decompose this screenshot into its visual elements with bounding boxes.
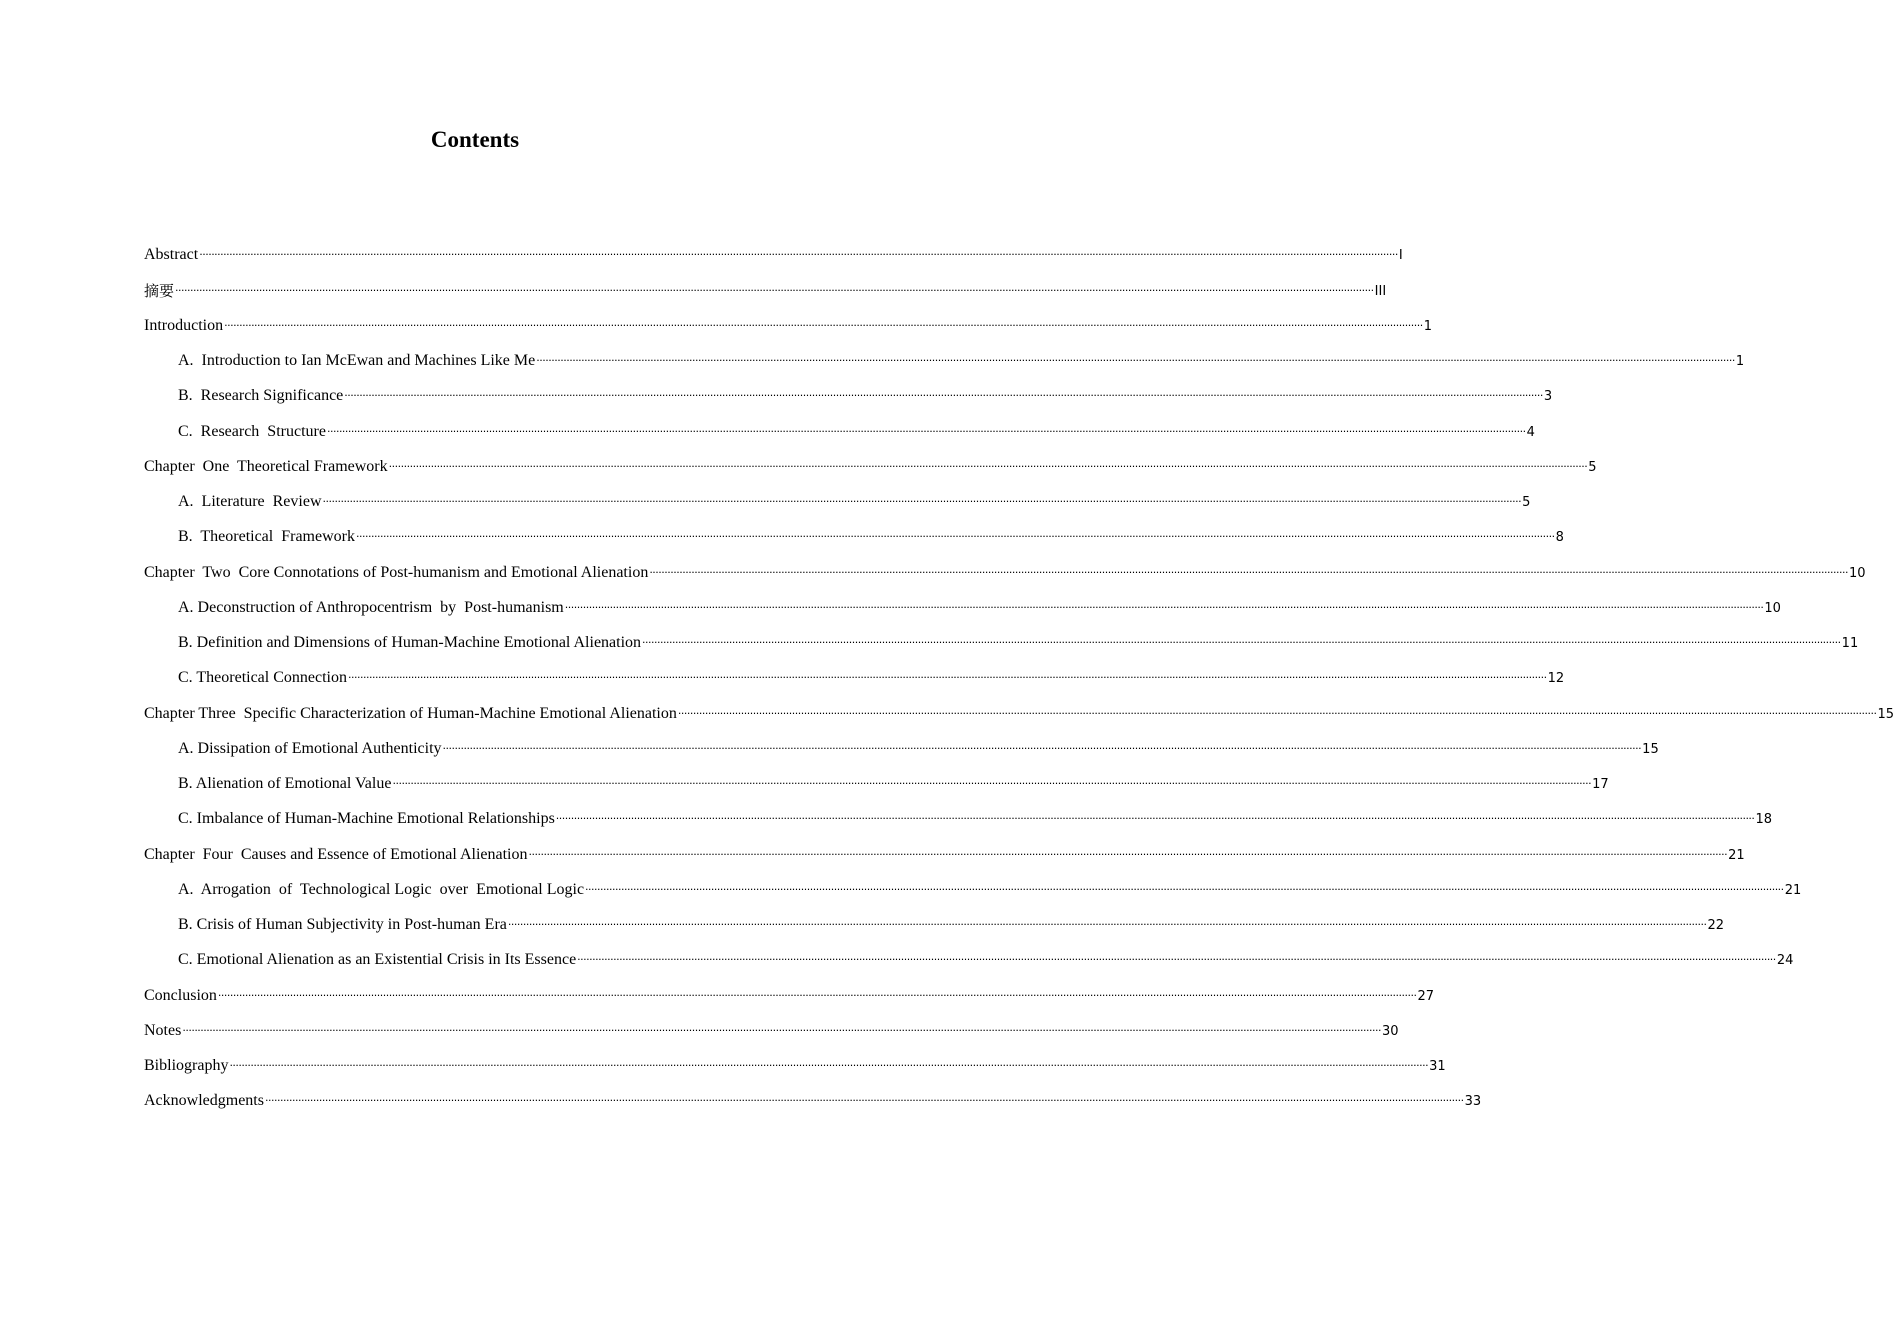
toc-dot-leader: ················································································································································································································································································································································································································ [528,847,1728,861]
toc-dot-leader: ················································································································································································································································································································································································································ [649,565,1848,579]
toc-entry-page-number: 8 [1555,530,1564,546]
toc-entry-label: Acknowledgments [144,1092,264,1110]
toc-entry[interactable] [144,872,1802,907]
toc-entry-label: Chapter Two Core Connotations of Post-humanism and Emotional Alienation [144,563,649,581]
toc-entry-label: C. Emotional Alienation as an Existential Crisis in Its Essence [178,951,577,969]
toc-entry[interactable] [144,590,1781,625]
toc-entry-label: B. Theoretical Framework [178,528,355,546]
toc-dot-leader: ················································································································································································································································································································································································································ [585,882,1784,896]
toc-entry-label: Chapter Four Causes and Essence of Emotional Alienation [144,845,528,863]
toc-entry-page-number: 1 [1423,318,1433,334]
toc-entry[interactable] [144,272,1387,307]
table-of-contents [144,237,1894,1118]
toc-entry[interactable] [144,1083,1482,1118]
toc-dot-leader: ················································································································································································································································································································································································································ [392,777,1592,790]
toc-dot-leader: ················································································································································································································································································································································································································ [199,248,1398,262]
toc-dot-leader: ················································································································································································································································································································································································································ [322,495,1522,508]
toc-dot-leader: ················································································································································································································································································································································································································ [507,918,1707,931]
toc-entry-label: 摘要 [144,281,175,300]
toc-entry-page-number: 21 [1784,882,1802,898]
toc-dot-leader: ················································································································································································································································································································································································································ [642,636,1841,649]
toc-entry[interactable] [144,1048,1446,1083]
toc-dot-leader: ················································································································································································································································································································································································································ [182,1023,1381,1037]
toc-entry-page-number: 33 [1464,1094,1482,1110]
toc-entry-page-number: 27 [1417,988,1435,1004]
toc-entry-page-number: 30 [1381,1023,1399,1039]
toc-entry-label: Notes [144,1021,182,1039]
toc-entry-label: B. Research Significance [178,387,344,405]
toc-entry[interactable] [144,766,1609,801]
toc-entry-label: C. Theoretical Connection [178,669,347,687]
toc-entry[interactable] [144,343,1745,378]
toc-entry-label: A. Deconstruction of Anthropocentrism by Post-humanism [178,598,564,616]
toc-entry-page-number: 17 [1592,777,1609,792]
toc-dot-leader: ················································································································································································································································································································································································································ [677,706,1877,720]
toc-entry-label: Introduction [144,316,224,334]
toc-dot-leader: ················································································································································································································································································································································································································ [175,283,1374,297]
toc-dot-leader: ················································································································································································································································································································································································································ [442,741,1642,755]
page-title: Contents [430,127,520,152]
toc-entry[interactable] [144,308,1433,343]
toc-entry-page-number: 22 [1707,918,1725,933]
toc-entry-page-number: I [1398,248,1403,264]
toc-dot-leader: ················································································································································································································································································································································································································ [264,1094,1464,1108]
toc-entry[interactable] [144,660,1565,695]
toc-dot-leader: ················································································································································································································································································································································································································ [555,812,1755,826]
toc-entry-label: Abstract [144,246,199,264]
toc-dot-leader: ················································································································································································································································································································································································································ [536,354,1735,367]
toc-entry[interactable] [144,625,1859,660]
toc-entry-label: A. Introduction to Ian McEwan and Machines Like Me [178,352,536,369]
toc-entry-label: B. Crisis of Human Subjectivity in Post-human Era [178,916,507,933]
toc-dot-leader: ················································································································································································································································································································································································································ [577,953,1776,967]
toc-entry[interactable] [144,237,1403,272]
toc-dot-leader: ················································································································································································································································································································································································································ [224,318,1423,332]
toc-dot-leader: ················································································································································································································································································································································································································ [564,600,1764,614]
toc-dot-leader: ················································································································································································································································································································································································································ [344,389,1543,403]
toc-entry[interactable] [144,836,1745,871]
toc-entry[interactable] [144,484,1531,519]
toc-entry-label: A. Dissipation of Emotional Authenticity [178,739,442,757]
toc-entry-label: C. Imbalance of Human-Machine Emotional Relationships [178,810,555,828]
toc-entry-page-number: 18 [1755,812,1772,828]
toc-entry-page-number: 31 [1429,1059,1446,1074]
toc-entry-page-number: 5 [1522,495,1531,510]
toc-entry-label: Bibliography [144,1057,229,1074]
toc-entry-label: B. Alienation of Emotional Value [178,775,392,792]
toc-dot-leader: ················································································································································································································································································································································································································ [348,671,1547,685]
toc-entry-page-number: 24 [1776,953,1794,969]
toc-entry-page-number: 4 [1526,424,1535,440]
toc-entry-page-number: 21 [1728,847,1745,863]
toc-entry-page-number: 1 [1735,354,1745,369]
toc-entry-page-number: 10 [1848,565,1866,581]
toc-entry[interactable] [144,554,1866,589]
toc-entry-label: A. Arrogation of Technological Logic over Emotional Logic [178,880,585,898]
toc-entry-page-number: 15 [1877,706,1894,722]
toc-entry[interactable] [144,731,1659,766]
toc-entry-page-number: 15 [1642,741,1659,757]
toc-entry-label: B. Definition and Dimensions of Human-Machine Emotional Alienation [178,634,642,651]
toc-dot-leader: ················································································································································································································································································································································································································ [229,1059,1429,1072]
toc-entry-page-number: III [1374,283,1387,299]
toc-entry-label: Conclusion [144,986,217,1004]
toc-entry-page-number: 3 [1543,389,1553,405]
toc-entry-label: C. Research Structure [178,422,326,440]
toc-entry[interactable] [144,695,1894,730]
toc-entry-label: Chapter Three Specific Characterization of Human-Machine Emotional Alienation [144,704,677,722]
toc-dot-leader: ················································································································································································································································································································································································································ [326,424,1526,438]
toc-entry[interactable] [144,1013,1399,1048]
toc-entry-page-number: 11 [1841,636,1859,651]
toc-entry[interactable] [144,942,1794,977]
toc-entry[interactable] [144,801,1772,836]
toc-entry-page-number: 12 [1547,671,1565,687]
toc-entry[interactable] [144,907,1725,942]
toc-entry[interactable] [144,413,1535,448]
toc-entry[interactable] [144,378,1553,413]
toc-entry[interactable] [144,449,1597,484]
toc-entry[interactable] [144,977,1435,1012]
toc-entry-page-number: 10 [1764,600,1781,616]
toc-dot-leader: ················································································································································································································································································································································································································ [217,988,1417,1002]
toc-entry[interactable] [144,519,1564,554]
toc-entry-page-number: 5 [1588,459,1597,475]
toc-dot-leader: ················································································································································································································································································································································································································ [355,530,1555,544]
toc-entry-label: Chapter One Theoretical Framework [144,457,388,475]
toc-dot-leader: ················································································································································································································································································································································································································ [388,459,1588,473]
toc-entry-label: A. Literature Review [178,493,322,510]
